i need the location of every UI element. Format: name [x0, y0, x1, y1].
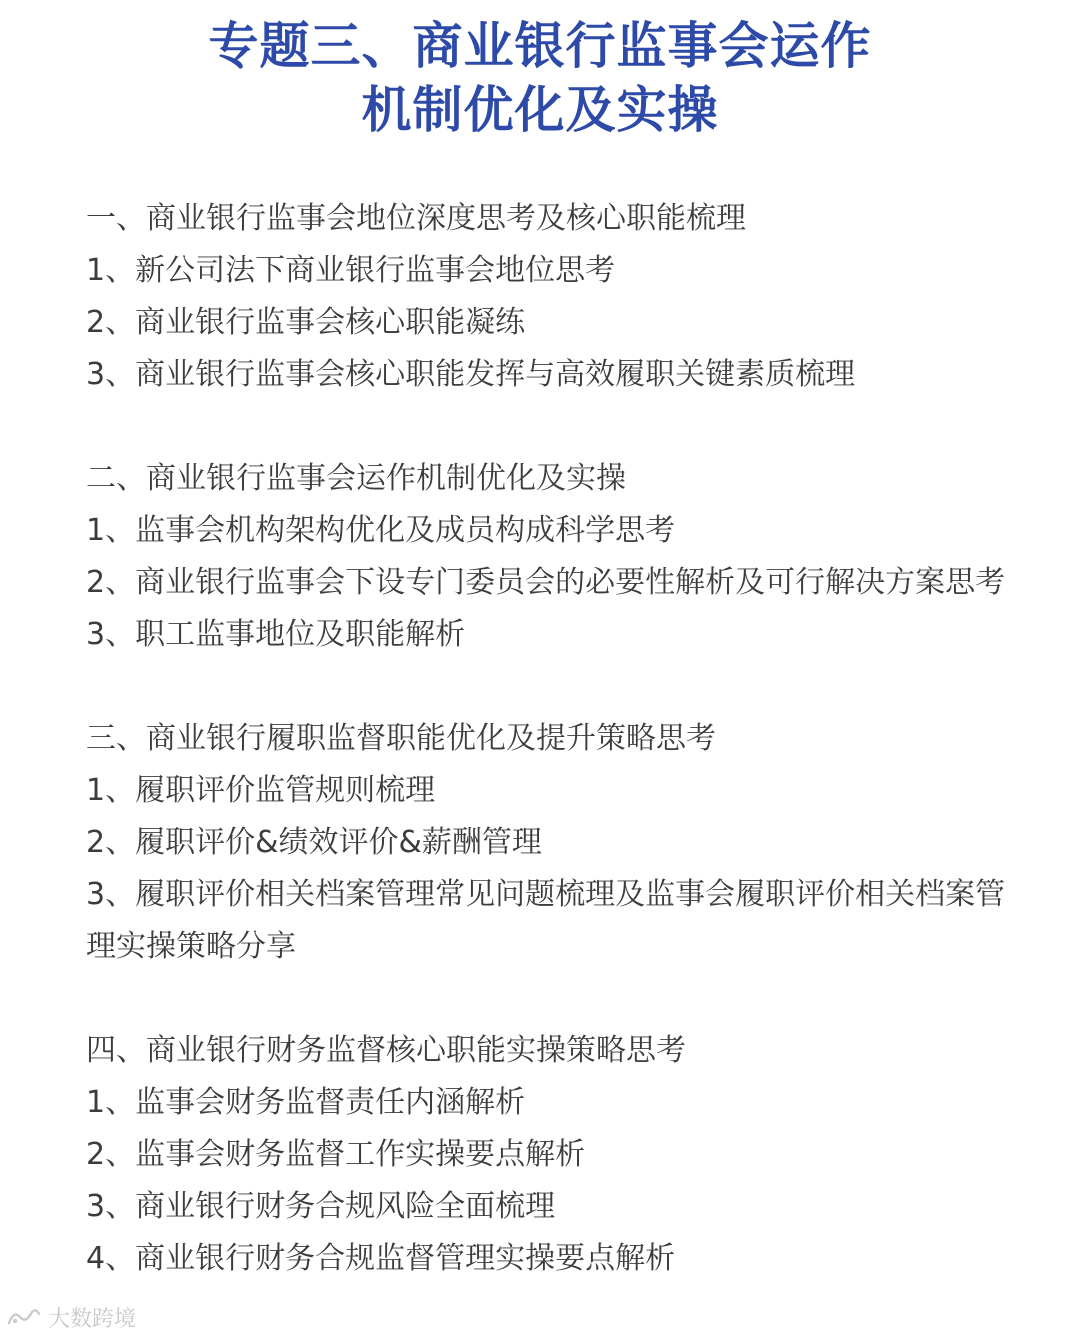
section-4 — [86, 1025, 1016, 1285]
page-title-line-2: 机制优化及实操 — [361, 81, 719, 139]
list-item: 1、新公司法下商业银行监事会地位思考 — [86, 253, 616, 288]
list-item: 1、监事会财务监督责任内涵解析 — [86, 1085, 526, 1120]
list-item: 2、监事会财务监督工作实操要点解析 — [86, 1137, 586, 1172]
page-title — [0, 14, 1080, 142]
list-item: 1、履职评价监管规则梳理 — [86, 773, 436, 808]
section-heading: 三、商业银行履职监督职能优化及提升策略思考 — [86, 721, 716, 756]
watermark-text: 大数跨境 — [48, 1306, 137, 1332]
list-item: 1、监事会机构架构优化及成员构成科学思考 — [86, 513, 676, 548]
section-2 — [86, 453, 1016, 661]
list-item: 2、履职评价&绩效评价&薪酬管理 — [86, 825, 542, 860]
list-item: 2、商业银行监事会核心职能凝练 — [86, 305, 526, 340]
list-item: 3、商业银行监事会核心职能发挥与高效履职关键素质梳理 — [86, 357, 856, 392]
section-3 — [86, 713, 1016, 973]
section-heading: 一、商业银行监事会地位深度思考及核心职能梳理 — [86, 201, 746, 236]
outline — [86, 193, 1016, 1337]
list-item: 4、商业银行财务合规监督管理实操要点解析 — [86, 1241, 676, 1276]
section-heading: 四、商业银行财务监督核心职能实操策略思考 — [86, 1033, 686, 1068]
list-item: 3、商业银行财务合规风险全面梳理 — [86, 1189, 556, 1224]
section-1 — [86, 193, 1016, 401]
page-title-line-1: 专题三、商业银行监事会运作 — [208, 17, 872, 75]
list-item: 3、履职评价相关档案管理常见问题梳理及监事会履职评价相关档案管理实操策略分享 — [86, 877, 1006, 964]
section-heading: 二、商业银行监事会运作机制优化及实操 — [86, 461, 626, 496]
brand-logo-icon — [6, 1306, 42, 1328]
list-item: 3、职工监事地位及职能解析 — [86, 617, 466, 652]
list-item: 2、商业银行监事会下设专门委员会的必要性解析及可行解决方案思考 — [86, 565, 1006, 600]
watermark — [6, 1302, 136, 1332]
